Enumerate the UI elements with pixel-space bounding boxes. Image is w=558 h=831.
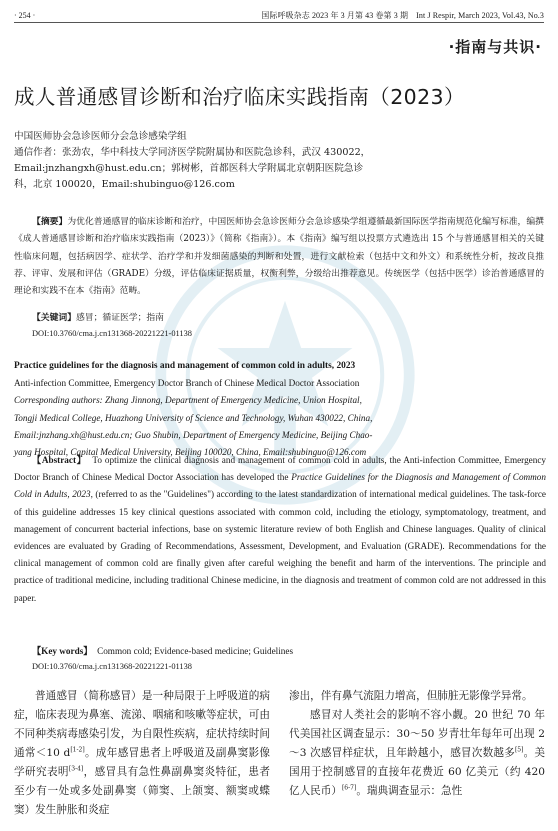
abstract-cn-label: 【摘要】 — [32, 217, 68, 227]
abstract-en-guideline-title: Practice Guidelines for the Diagnosis and Management of Common Cold in Adults, 2023 — [14, 472, 546, 500]
citation: [5] — [514, 746, 524, 754]
body-column-right — [289, 687, 545, 801]
corresponding-line-1: 通信作者：张劲农，华中科技大学同济医学院附属协和医院急诊科，武汉 430022， — [14, 147, 371, 158]
abstract-en — [14, 452, 546, 607]
authors-cn — [14, 129, 544, 193]
english-corresponding-1: Corresponding authors: Zhang Jinnong, Department of Emergency Medicine, Union Hospital, — [14, 395, 362, 406]
abstract-en-text-b: , (referred to as the "Guidelines") according to the latest standardization of international medical guidelines. The task-force of this guideline addresses 15 key clinical questions associated with common cold, including the etiology, symptomatology, treatment, and management of concurrent bacterial infections, base on systemic literature review of both English and Chinese languages. Quality of clinical evidences are evaluated by Grading of Recommendations, Assessment, Development, and Evaluation (GRADE). Recommendations for the clinical management of common cold are finally given after careful weighing the benefit and harm of the interventions. The principle and practice of traditional medicine, including traditional Chinese medicine, in the diagnosis and treatment of common cold are not addressed in this paper. — [14, 489, 546, 603]
doi-en: DOI:10.3760/cma.j.cn131368-20221221-01138 — [32, 662, 192, 671]
english-corresponding-4: yang Hospital, Capital Medical University, Beijing 100020, China, Email:shubinguo@126.com — [14, 447, 367, 458]
article-title: 成人普通感冒诊断和治疗临床实践指南（2023） — [14, 85, 465, 109]
abstract-en-text-a: To optimize the clinical diagnosis and management of common cold in adults, the Anti-infection Committee, Emergency Doctor Branch of Chinese Medical Doctor Association has developed the — [14, 455, 547, 483]
english-corresponding-3: Email:jnzhang.xh@hust.edu.cn; Guo Shubin, Department of Emergency Medicine, Beijing Chao- — [14, 429, 373, 440]
page-number: · 254 · — [14, 10, 36, 20]
body-paragraph: 感冒对人类社会的影响不容小觑。20 世纪 70 年代美国社区调查显示：30～50 岁青壮年每年可出现 2～3 次感冒样症状，且年龄越小，感冒次数越多[5]。美国用于控制感冒的直接年花费近 60 亿美元（约 420 亿人民币）[6-7]。瑞典调查显示：急性 — [289, 709, 546, 797]
body-column-left — [14, 687, 270, 820]
body-paragraph: 普通感冒（简称感冒）是一种局限于上呼吸道的病症，临床表现为鼻塞、流涕、咽痛和咳嗽等症状，可由不同种类病毒感染引发，为自限性疾病，症状持续时间通常＜10 d[1-2]。成年感冒患者上呼吸道及副鼻窦影像学研究表明[3-4]，感冒具有急性鼻副鼻窦炎特征，患者至少有一处或多处副鼻窦（筛窦、上颌窦、额窦或蝶窦）发生肿胀和炎症 — [14, 690, 270, 816]
keywords-en-label: 【Key words】 — [32, 646, 93, 656]
abstract-cn-text: 为优化普通感冒的临床诊断和治疗，中国医师协会急诊医师分会急诊感染学组遵循最新国际医学指南规范化编写标准，编撰《成人普通感冒诊断和治疗临床实践指南（2023）》（简称《指南》）。本《指南》编写组以投票方式遴选出 15 个与普通感冒相关的关键性临床问题，包括病因学、症状学、治疗学和并发细菌感染的判断和处置，进行文献检索（包括中文和外文）和系统性分析，按改良推荐、评审、发展和评估（GRADE）分级，评估临床证据质量，权衡利弊，分级给出推荐意见。传统医学（包括中医学）诊治普通感冒的理论和实践不在本《指南》范畴。 — [14, 217, 544, 297]
english-title: Practice guidelines for the diagnosis and management of common cold in adults, 2023 — [14, 361, 356, 371]
abstract-cn — [14, 214, 544, 300]
body-paragraph-continued: 渗出，伴有鼻气流阻力增高，但肺脏无影像学异常。 — [289, 690, 533, 702]
corresponding-line-3: 科，北京 100020，Email:shubinguo@126.com — [14, 179, 235, 190]
abstract-en-label: 【Abstract】 — [32, 455, 87, 465]
english-author-line: Anti-infection Committee, Emergency Doctor Branch of Chinese Medical Doctor Association — [14, 378, 360, 388]
header-rule — [14, 22, 544, 23]
citation: [6-7] — [341, 784, 357, 792]
citation: [3-4] — [68, 765, 84, 773]
english-corresponding-2: Tongji Medical College, Huazhong University of Science and Technology, Wuhan 430022, China, — [14, 412, 373, 423]
corresponding-line-2: Email:jnzhangxh@hust.edu.cn；郭树彬，首都医科大学附属北京朝阳医院急诊 — [14, 163, 364, 174]
english-authors — [14, 375, 546, 461]
citation: [1-2] — [70, 746, 85, 754]
author-group: 中国医师协会急诊医师分会急诊感染学组 — [14, 131, 187, 142]
keywords-en-text: Common cold; Evidence-based medicine; Guidelines — [97, 646, 294, 656]
running-header — [14, 8, 544, 22]
keywords-cn-label: 【关键词】 — [32, 313, 76, 323]
section-tag: ·指南与共识· — [448, 38, 542, 56]
keywords-cn — [32, 310, 164, 326]
journal-info: 国际呼吸杂志 2023 年 3 月第 43 卷第 3 期 Int J Respir, March 2023, Vol.43, No.3 — [261, 10, 544, 20]
keywords-en — [32, 643, 293, 659]
doi-cn: DOI:10.3760/cma.j.cn131368-20221221-01138 — [32, 329, 192, 338]
keywords-cn-text: 感冒；循证医学；指南 — [76, 313, 164, 323]
